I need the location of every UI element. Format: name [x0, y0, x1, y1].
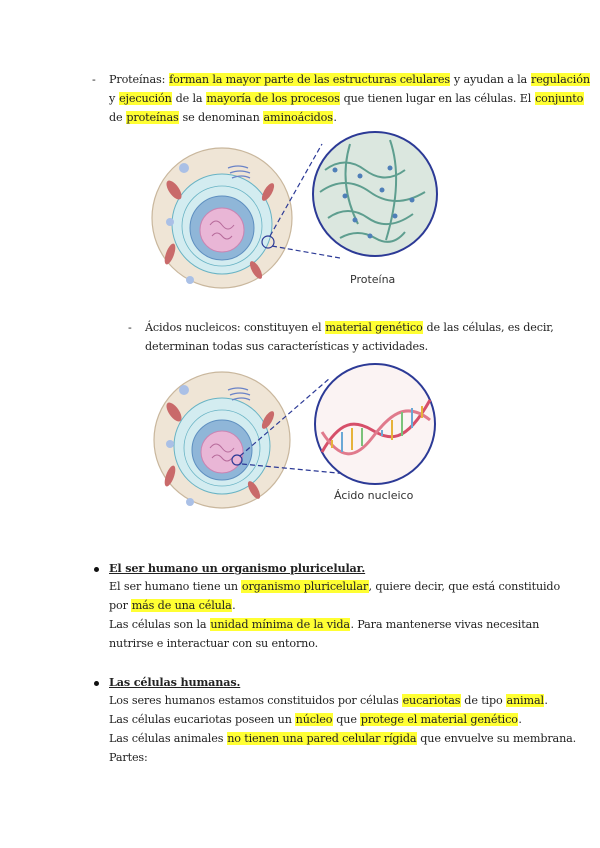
celulas-line-4: Partes:	[109, 751, 148, 764]
text-run: y ayudan a la	[450, 73, 531, 86]
list-dash: -	[128, 321, 132, 334]
text-run: y	[109, 92, 119, 105]
highlight: regulación	[531, 73, 590, 86]
highlight: más de una célula	[131, 599, 232, 612]
text-run: Las células eucariotas poseen un	[109, 713, 296, 726]
list-dash: -	[92, 73, 96, 86]
text-run: Proteínas:	[109, 73, 169, 86]
proteinas-line-1	[109, 72, 590, 88]
text-run: El ser humano tiene un	[109, 580, 242, 593]
text-run: .	[518, 713, 522, 726]
celulas-line-2	[109, 712, 522, 728]
text-run: de las células, es decir,	[423, 321, 554, 334]
text-run: .	[232, 599, 236, 612]
protein-label: Proteína	[350, 273, 396, 286]
highlight: núcleo	[295, 713, 333, 726]
acidos-line-1	[145, 320, 554, 336]
highlight: eucariotas	[402, 694, 461, 707]
nucleolus	[200, 208, 244, 252]
highlight: protege el material genético	[360, 713, 518, 726]
text-run: Las células son la	[109, 618, 210, 631]
dna-zoom-circle	[315, 364, 435, 484]
highlight: aminoácidos	[263, 111, 333, 124]
text-run: por	[109, 599, 132, 612]
text-run: de tipo	[460, 694, 506, 707]
text-run: que	[332, 713, 361, 726]
protein-cell-figure	[150, 130, 450, 300]
bullet-dot	[94, 681, 99, 686]
text-run: , quiere decir, que está constituido	[368, 580, 561, 593]
highlight: proteínas	[126, 111, 179, 124]
text-run: Las células animales	[109, 732, 227, 745]
highlight: forman la mayor parte de las estructuras celulares	[169, 73, 450, 86]
bullet-dot	[94, 567, 99, 572]
text-run: que envuelve su membrana.	[416, 732, 577, 745]
highlight: unidad mínima de la vida	[210, 618, 350, 631]
highlight: organismo pluricelular	[241, 580, 369, 593]
nucleic-acid-label: Ácido nucleico	[334, 489, 414, 502]
text-run: .	[333, 111, 337, 124]
pluricelular-line-2	[109, 598, 236, 614]
text-run: Ácidos nucleicos: constituyen el	[145, 321, 325, 334]
nucleic-acid-cell-figure	[150, 360, 450, 510]
celulas-line-3	[109, 731, 576, 747]
text-run: se denominan	[179, 111, 264, 124]
pluricelular-line-4: nutrirse e interactuar con su entorno.	[109, 637, 319, 650]
proteinas-line-2	[109, 91, 584, 107]
highlight: mayoría de los procesos	[206, 92, 340, 105]
text-run: que tienen lugar en las células. El	[340, 92, 535, 105]
proteinas-line-3	[109, 110, 337, 126]
highlight: animal	[506, 694, 544, 707]
text-run: . Para mantenerse vivas necesitan	[350, 618, 540, 631]
text-run: .	[544, 694, 548, 707]
highlight: ejecución	[119, 92, 172, 105]
highlight: no tienen una pared celular rígida	[227, 732, 417, 745]
section-heading-pluricelular: El ser humano un organismo pluricelular.	[109, 561, 366, 575]
celulas-line-1	[109, 693, 548, 709]
pluricelular-line-3	[109, 617, 539, 633]
section-heading-celulas: Las células humanas.	[109, 675, 241, 689]
highlight: material genético	[325, 321, 423, 334]
text-run: de la	[172, 92, 206, 105]
pluricelular-line-1	[109, 579, 560, 595]
acidos-line-2: determinan todas sus características y actividades.	[145, 340, 429, 353]
highlight: conjunto	[535, 92, 584, 105]
text-run: de	[109, 111, 126, 124]
text-run: Los seres humanos estamos constituidos por células	[109, 694, 403, 707]
